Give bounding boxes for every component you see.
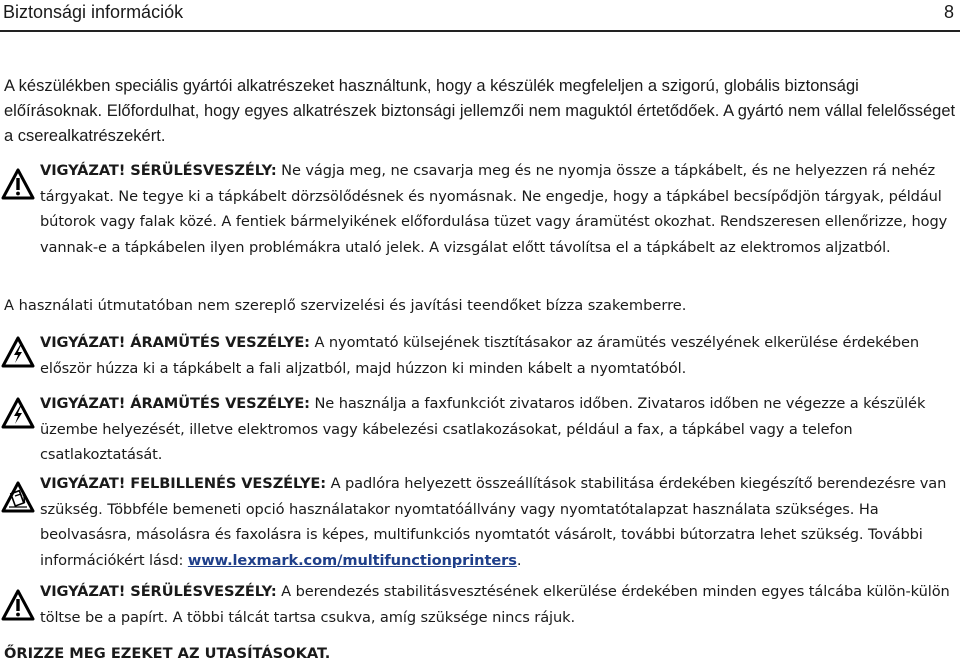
keep-instructions: ŐRIZZE MEG EZEKET AZ UTASÍTÁSOKAT. — [4, 645, 331, 662]
multifunction-printers-link[interactable]: www.lexmark.com/multifunctionprinters — [187, 551, 517, 569]
page-number: 8 — [943, 2, 954, 22]
warning-text: A nyomtató külsejének tisztításakor az áramütés veszélyének elkerülése érdekében először húzza ki a tápkábelt a fali aljzatból, majd húzzon ki minden kábelt a nyomtatóból. — [40, 334, 920, 377]
service-note: A használati útmutatóban nem szereplő szervizelési és javítási teendőket bízza szakemberre. — [4, 297, 687, 314]
warning-exclamation-icon — [1, 168, 35, 200]
warning-label: VIGYÁZAT! FELBILLENÉS VESZÉLYE: — [40, 475, 327, 492]
warning-text: Ne vágja meg, ne csavarja meg és ne nyomja össze a tápkábelt, és ne helyezzen rá nehéz tárgyakat. Ne tegye ki a tápkábelt dörzsölődésnek és nyomásnak. Ne engedje, hogy a tápkábel becsípődjön tárgyak, például bútorok vagy falak közé. A fentiek bármelyikének előfordulása tüzet vagy áramütést okozhat. Rendszeresen ellenőrizze, hogy vannak-e a tápkábelen ilyen problémákra utaló jelek. A vizsgálat előtt távolítsa el a tápkábelt az elektromos aljzatból. — [40, 162, 948, 256]
page-header — [0, 0, 960, 32]
warning-label: VIGYÁZAT! ÁRAMÜTÉS VESZÉLYE: — [40, 395, 310, 412]
warning-exclamation-icon — [1, 589, 35, 621]
warning-text: A padlóra helyezett összeállítások stabilitása érdekében kiegészítő berendezésre van szükség. Többféle bemeneti opció használatakor nyomtatóállvány vagy nyomtatótalapzat használata szükséges. Ha beolvasásra, másolásra és faxolásra is képes, multifunkciós nyomtatót vásárolt, további bútorzatra lehet szükség. További információkért lásd: — [40, 475, 947, 569]
warning-tail: . — [516, 551, 522, 569]
warning-tip-over-icon — [1, 481, 35, 513]
warning-shock-icon — [1, 336, 35, 368]
warning-label: VIGYÁZAT! SÉRÜLÉSVESZÉLY: — [40, 162, 277, 179]
warning-label: VIGYÁZAT! SÉRÜLÉSVESZÉLY: — [40, 583, 277, 600]
warning-text: A berendezés stabilitásvesztésének elkerülése érdekében minden egyes tálcába külön-külön töltse be a papírt. A többi tálcát tartsa csukva, amíg szüksége nincs rájuk. — [40, 583, 950, 626]
warning-shock-icon — [1, 397, 35, 429]
page-title: Biztonsági információk — [3, 2, 184, 22]
intro-paragraph: A készülékben speciális gyártói alkatrészeket használtunk, hogy a készülék megfeleljen a szigorú, globális biztonsági előírásoknak. Előfordulhat, hogy egyes alkatrészek biztonsági jellemzői nem maguktól értetődőek. A gyártó nem vállal felelősséget a cserealkatrészekért. — [4, 77, 956, 145]
warning-text: Ne használja a faxfunkciót zivataros időben. Zivataros időben ne végezze a készülék üzembe helyezését, illetve elektromos vagy kábelezési csatlakozásokat, például a fax, a tápkábel vagy a telefon csatlakoztatását. — [40, 395, 926, 463]
warning-label: VIGYÁZAT! ÁRAMÜTÉS VESZÉLYE: — [40, 334, 310, 351]
